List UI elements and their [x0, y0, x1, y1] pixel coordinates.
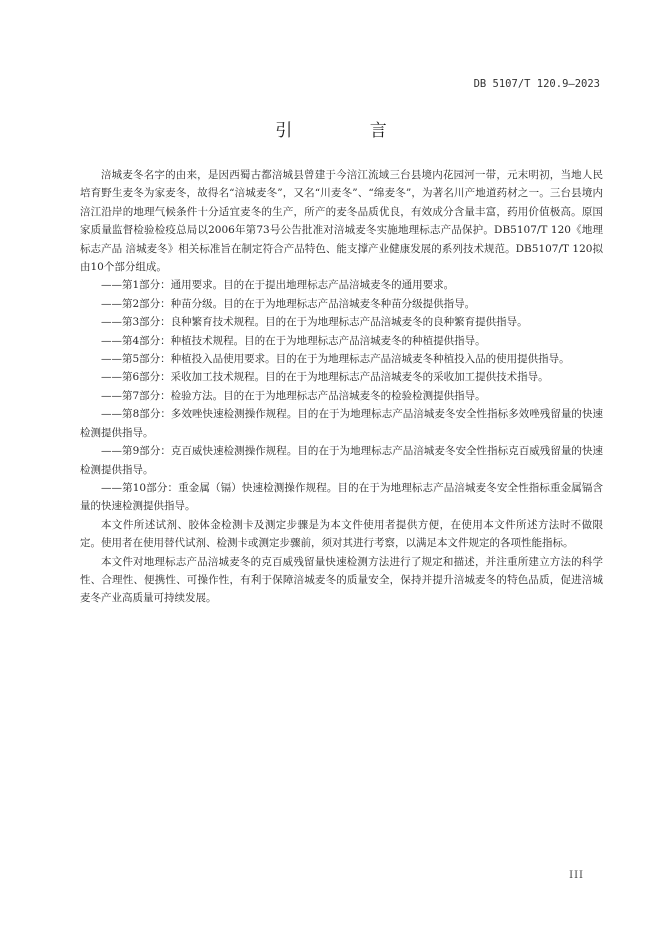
- part-10-item: ——第10部分：重金属（镉）快速检测操作规程。目的在于为地理标志产品涪城麦冬安全性指标重金属镉含量的快速检测提供指导。: [80, 481, 603, 513]
- part-3-item: ——第3部分：良种繁育技术规程。目的在于为地理标志产品涪城麦冬的良种繁育提供指导。: [101, 316, 528, 329]
- part-6-item: ——第6部分：采收加工技术规程。目的在于为地理标志产品涪城麦冬的采收加工提供技术指导。: [101, 371, 549, 384]
- part-4-item: ——第4部分：种植技术规程。目的在于为地理标志产品涪城麦冬的种植提供指导。: [101, 334, 486, 347]
- part-7-item: ——第7部分：检验方法。目的在于为地理标志产品涪城麦冬的检验检测提供指导。: [101, 389, 486, 402]
- scope-paragraph: 本文件对地理标志产品涪城麦冬的克百威残留量快速检测方法进行了规定和描述，并注重所建立方法的科学性、合理性、便携性、可操作性，有利于保障涪城麦冬的质量安全，保持并提升涪城麦冬的特色品质，促进涪城麦冬产业高质量可持续发展。: [80, 555, 603, 605]
- document-code: DB 5107/T 120.9—2023: [473, 78, 600, 90]
- page-title: 引 言: [275, 121, 423, 141]
- page-number: III: [569, 870, 584, 881]
- intro-paragraph: 涪城麦冬名字的由来，是因西蜀古都涪城县曾建于今涪江流域三台县境内花园河一带，元末明初，当地人民培育野生麦冬为家麦冬，故得名“涪城麦冬”，又名“川麦冬”、“绵麦冬”，为著名川产地道药材之一。三台县境内涪江沿岸的地理气候条件十分适宜麦冬的生产，所产的麦冬品质优良，有效成分含量丰富，药用价值极高。原国家质量监督检验检疫总局以2006年第73号公告批准对涪城麦冬实施地理标志产品保护。DB5107/T 120《地理标志产品 涪城麦冬》相关标准旨在制定符合产品特色、能支撑产业健康发展的系列技术规范。DB5107/T 120拟由10个部分组成。: [80, 169, 603, 274]
- part-9-item: ——第9部分：克百威快速检测操作规程。目的在于为地理标志产品涪城麦冬安全性指标克百威残留量的快速检测提供指导。: [80, 445, 603, 476]
- reagent-note-paragraph: 本文件所述试剂、胶体金检测卡及测定步骤是为本文件使用者提供方便，在使用本文件所述方法时不做限定。使用者在使用替代试剂、检测卡或测定步骤前，须对其进行考察，以满足本文件规定的各项性能指标。: [80, 518, 603, 550]
- part-8-item: ——第8部分：多效唑快速检测操作规程。目的在于为地理标志产品涪城麦冬安全性指标多效唑残留量的快速检测提供指导。: [80, 408, 603, 439]
- part-5-item: ——第5部分：种植投入品使用要求。目的在于为地理标志产品涪城麦冬种植投入品的使用提供指导。: [101, 353, 570, 366]
- part-2-item: ——第2部分：种苗分级。目的在于为地理标志产品涪城麦冬种苗分级提供指导。: [101, 297, 476, 310]
- part-1-item: ——第1部分：通用要求。目的在于提出地理标志产品涪城麦冬的通用要求。: [101, 279, 455, 292]
- introduction-body: [80, 166, 603, 608]
